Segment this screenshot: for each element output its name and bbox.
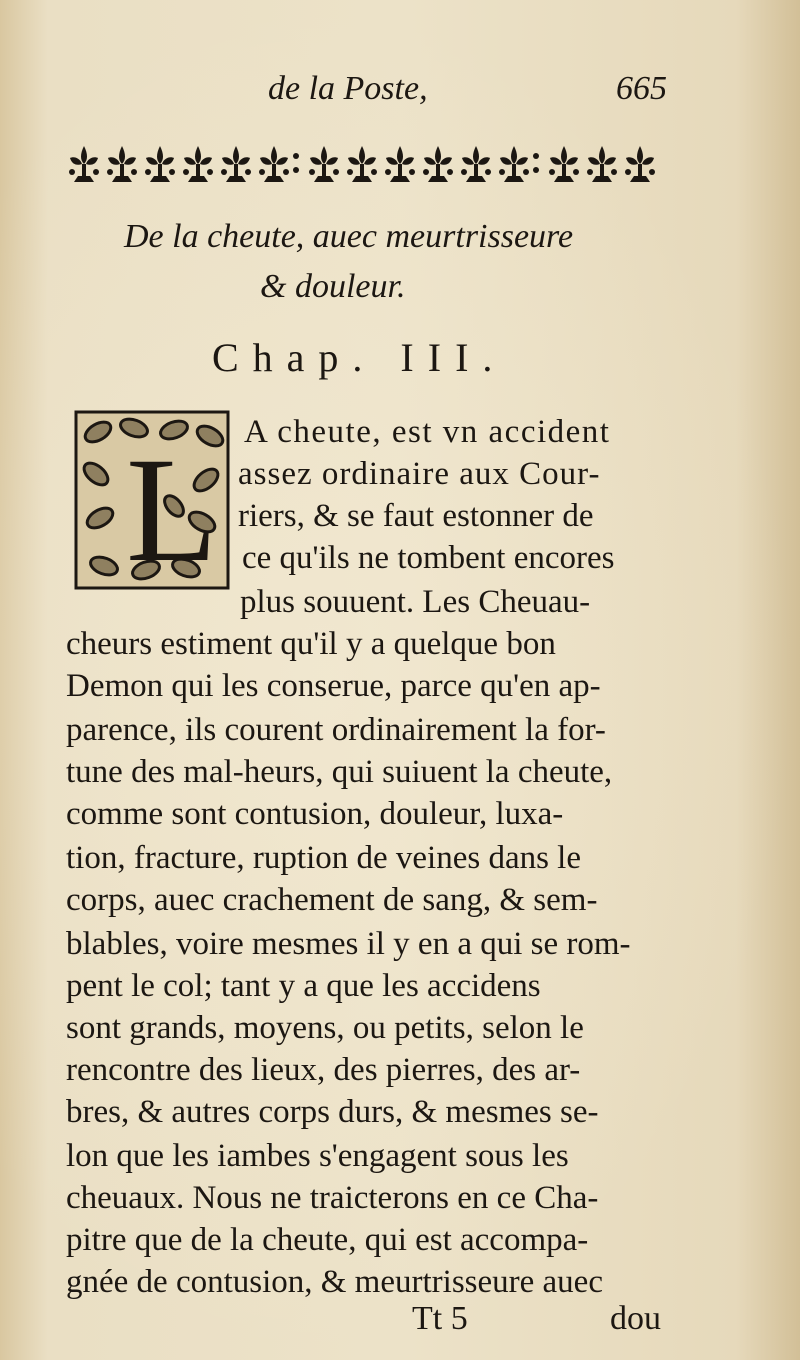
text-line: plus souuent. Les Cheuau-	[240, 584, 591, 620]
text-line: rencontre des lieux, des pierres, des ar-	[66, 1052, 581, 1088]
text-line: ce qu'ils ne tombent encores	[242, 540, 615, 576]
text-line: blables, voire mesmes il y en a qui se rom-	[66, 926, 631, 962]
text-line: riers, & se faut estonner de	[238, 498, 594, 534]
text-line: pitre que de la cheute, qui est accompa-	[66, 1222, 589, 1258]
chapter-title-line-1: De la cheute, auec meurtrisseure	[124, 218, 574, 255]
text-line: bres, & autres corps durs, & mesmes se-	[66, 1094, 599, 1130]
text-line: Demon qui les conserue, parce qu'en ap-	[66, 668, 601, 704]
text-line: A cheute, est vn accident	[244, 414, 611, 450]
text-line: corps, auec crachement de sang, & sem-	[66, 882, 598, 918]
text-line: comme sont contusion, douleur, luxa-	[66, 796, 564, 832]
text-line: tune des mal-heurs, qui suiuent la cheute,	[66, 754, 613, 790]
running-title: de la Poste,	[268, 70, 428, 107]
dropcap-letter: L	[126, 427, 218, 590]
text-line: pent le col; tant y a que les accidens	[66, 968, 541, 1004]
text-line: assez ordinaire aux Cour-	[238, 456, 601, 492]
catchword: dou	[610, 1300, 661, 1337]
chapter-title-line-2: & douleur.	[260, 268, 406, 305]
text-line: tion, fracture, ruption de veines dans le	[66, 840, 581, 876]
text-line: sont grands, moyens, ou petits, selon le	[66, 1010, 584, 1046]
page-footer	[0, 1300, 800, 1350]
chapter-label: Chap. III.	[212, 335, 507, 380]
text-line: cheuaux. Nous ne traicterons en ce Cha-	[66, 1180, 599, 1216]
text-line: parence, ils courent ordinairement la for-	[66, 712, 606, 748]
text-line: cheurs estiment qu'il y a quelque bon	[66, 626, 556, 662]
signature-mark: Tt 5	[412, 1300, 468, 1337]
page-number: 665	[616, 70, 667, 107]
text-line: gnée de contusion, & meurtrisseure auec	[66, 1264, 603, 1300]
text-line: lon que les iambes s'engagent sous les	[66, 1138, 569, 1174]
